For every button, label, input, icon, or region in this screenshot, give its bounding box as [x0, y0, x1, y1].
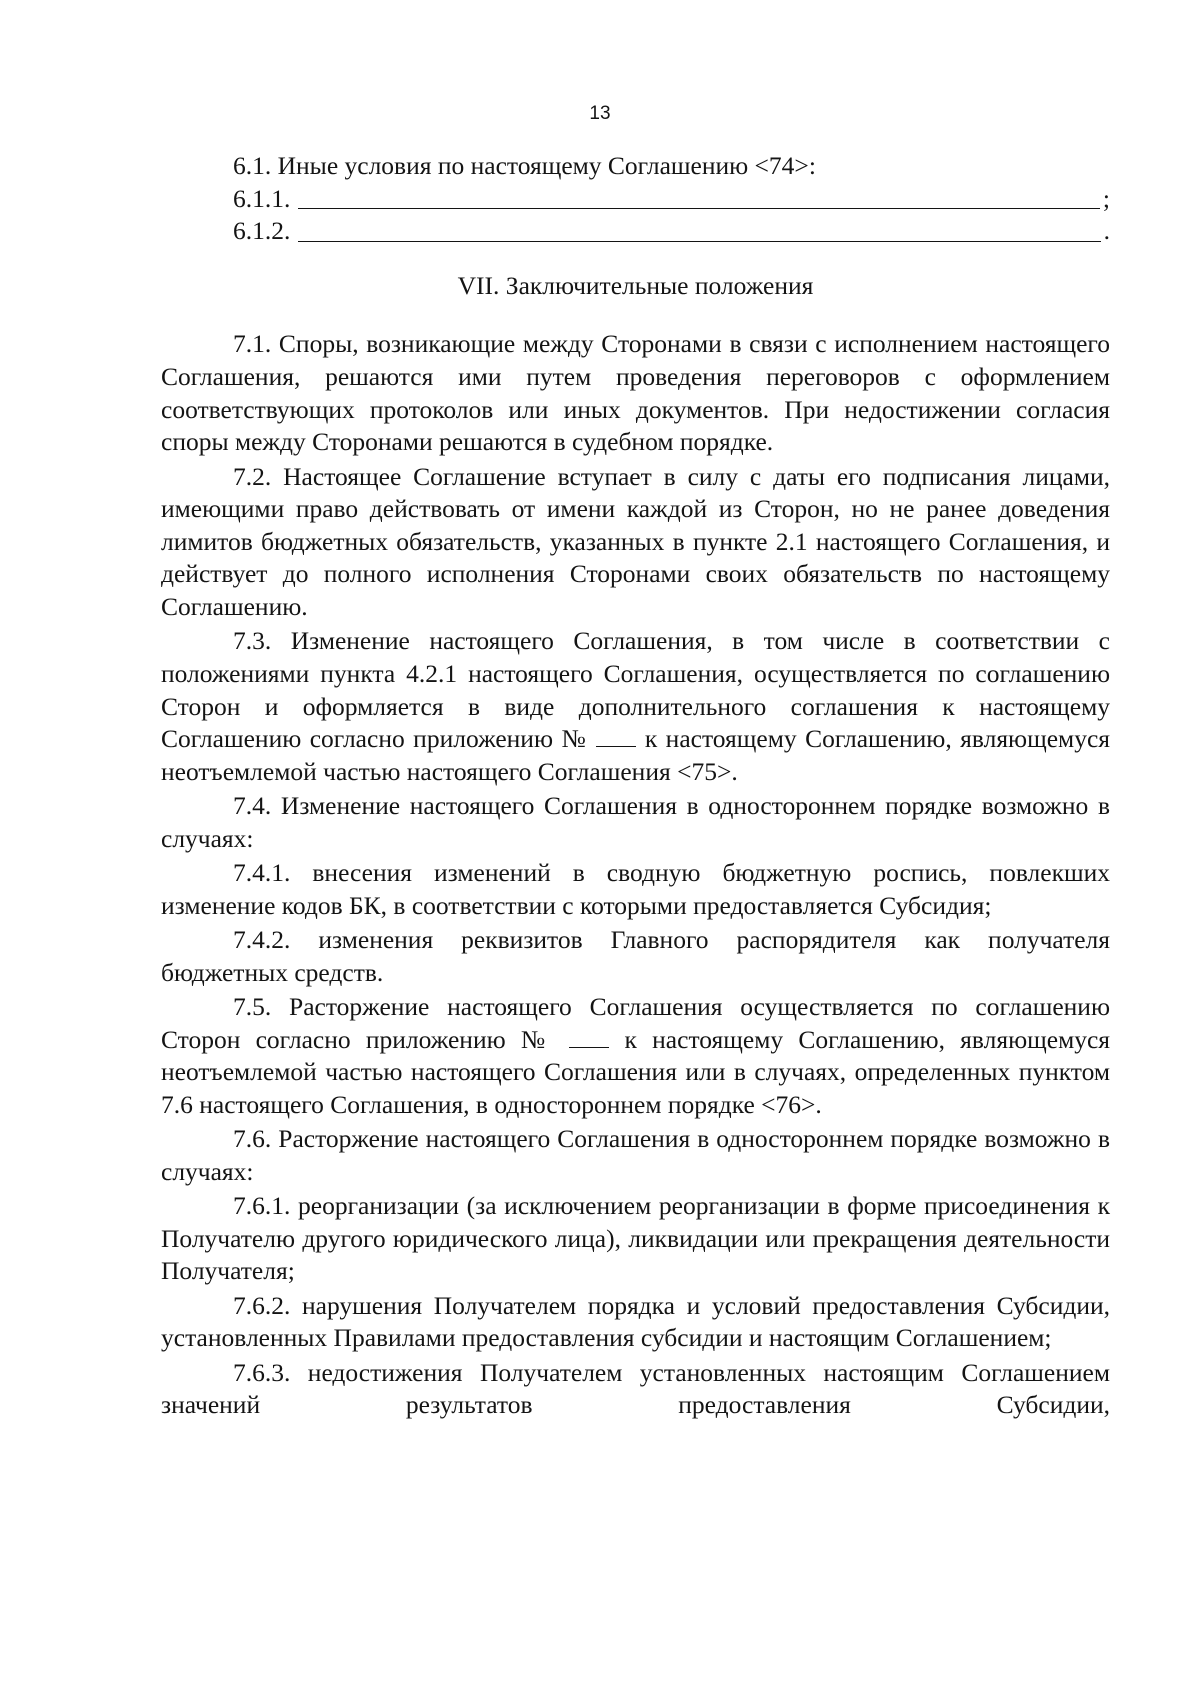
- blank-number: [569, 1029, 609, 1048]
- section-heading: VII. Заключительные положения: [457, 270, 814, 300]
- clause-7-6: 7.6. Расторжение настоящего Соглашения в одностороннем порядке возможно в случаях:: [161, 1124, 1110, 1186]
- clause-6-1-2-end: .: [1103, 216, 1110, 246]
- clause-7-1: 7.1. Споры, возникающие между Сторонами в связи с исполнением настоящего Соглашения, решаются ими путем проведения переговоров с оформлением соответствующих протоколов или иных документов. При недостижении согласия споры между Сторонами решаются в судебном порядке.: [161, 329, 1110, 457]
- clause-7-5-text-a: 7.5. Расторжение настоящего Соглашения осуществляется по соглашению Сторон согласно приложению №: [161, 992, 1110, 1054]
- clause-6-1-1-label: 6.1.1.: [233, 183, 291, 213]
- clause-6-1-2-label: 6.1.2.: [233, 216, 291, 246]
- clause-7-3: [161, 625, 1110, 788]
- clause-6-1: 6.1. Иные условия по настоящему Соглашению <74>:: [233, 151, 816, 180]
- clause-7-4-2: 7.4.2. изменения реквизитов Главного распорядителя как получателя бюджетных средств.: [161, 925, 1110, 987]
- clause-7-3-text-b: к настоящему Соглашению, являющемуся неотъемлемой частью настоящего Соглашения <75>.: [161, 724, 1110, 786]
- page-number: 13: [589, 103, 611, 124]
- clause-7-5-text-b: к настоящему Соглашению, являющемуся неотъемлемой частью настоящего Соглашения или в случаях, определенных пунктом 7.6 настоящего Соглашения, в одностороннем порядке <76>.: [161, 1024, 1111, 1119]
- clause-6-1-2: [161, 215, 1110, 248]
- clause-6-1-1-end: ;: [1102, 183, 1110, 213]
- document-body: [161, 150, 1110, 1424]
- clause-6-1-1: [161, 183, 1110, 216]
- clause-7-5: [161, 991, 1110, 1121]
- blank-line: [298, 207, 1100, 209]
- clause-7-6-1: 7.6.1. реорганизации (за исключением реорганизации в форме присоединения к Получателю другого юридического лица), ликвидации или прекращения деятельности Получателя;: [161, 1191, 1110, 1286]
- clause-7-4: 7.4. Изменение настоящего Соглашения в одностороннем порядке возможно в случаях:: [161, 791, 1110, 853]
- clause-7-3-text-a: 7.3. Изменение настоящего Соглашения, в том числе в соответствии с положениями пункта 4.2.1 настоящего Соглашения, осуществляется по соглашению Сторон и оформляется в виде дополнительного соглашения к настоящему Соглашению согласно приложению №: [161, 626, 1110, 754]
- clause-7-6-2: 7.6.2. нарушения Получателем порядка и условий предоставления Субсидии, установленных Правилами предоставления субсидии и настоящим Соглашением;: [161, 1290, 1110, 1353]
- blank-number: [596, 728, 636, 747]
- clause-7-2: 7.2. Настоящее Соглашение вступает в силу с даты его подписания лицами, имеющими право действовать от имени каждой из Сторон, но не ранее доведения лимитов бюджетных обязательств, указанных в пункте 2.1 настоящего Соглашения, и действует до полного исполнения Сторонами своих обязательств по настоящему Соглашению.: [161, 461, 1110, 621]
- blank-line: [298, 240, 1100, 242]
- clause-7-6-3: 7.6.3. недостижения Получателем установленных настоящим Соглашением значений результатов предоставления Субсидии,: [161, 1357, 1110, 1420]
- clause-7-4-1: 7.4.1. внесения изменений в сводную бюджетную роспись, повлекших изменение кодов БК, в соответствии с которыми предоставляется Субсидия;: [161, 858, 1110, 920]
